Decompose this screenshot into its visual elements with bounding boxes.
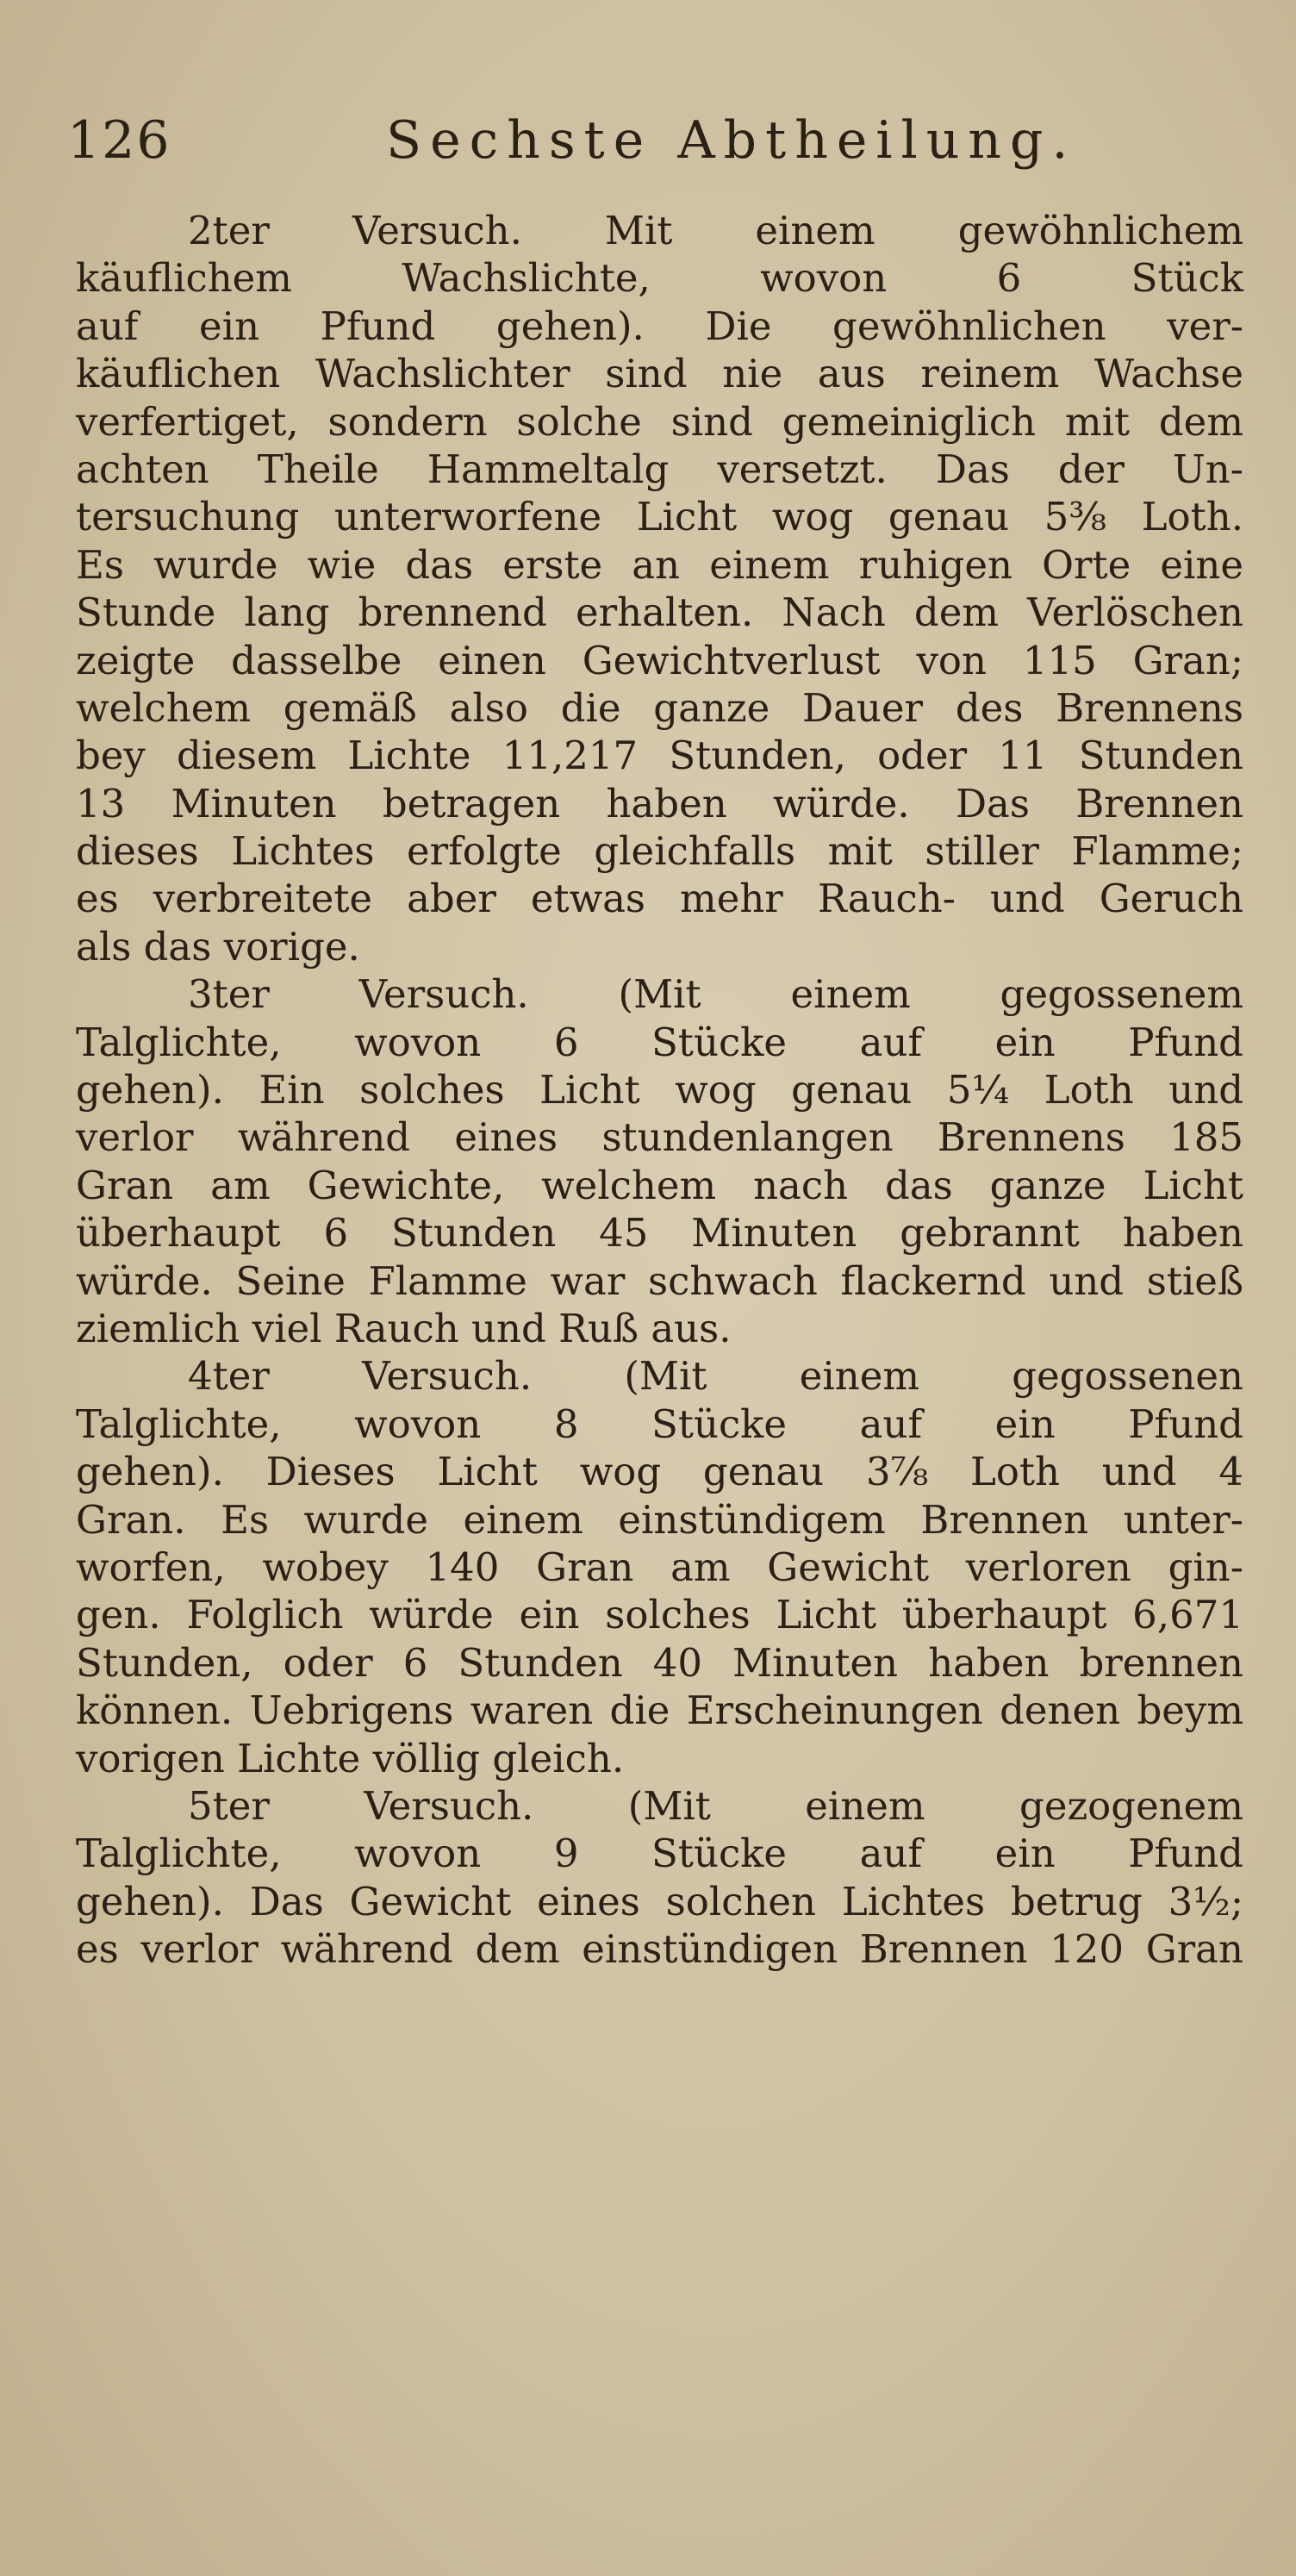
text-line: verfertiget, sondern solche sind gemeiniglich mit dem	[76, 398, 1243, 445]
text-line: Stunden, oder 6 Stunden 40 Minuten haben brennen	[76, 1639, 1243, 1686]
text-line: würde. Seine Flamme war schwach flackernd und stieß	[76, 1257, 1243, 1304]
text-line: können. Uebrigens waren die Erscheinungen denen beym	[76, 1687, 1243, 1734]
text-line: gehen). Dieses Licht wog genau 3⅞ Loth und 4	[76, 1449, 1243, 1495]
text-line: 4ter Versuch. (Mit einem gegossenen	[188, 1353, 1243, 1400]
text-line: käuflichen Wachslichter sind nie aus reinem Wachse	[76, 351, 1243, 397]
text-line: käuflichem Wachslichte, wovon 6 Stück	[76, 255, 1243, 302]
text-line: worfen, wobey 140 Gran am Gewicht verloren gin-	[76, 1544, 1243, 1590]
text-line: Gran am Gewichte, welchem nach das ganze Licht	[76, 1162, 1243, 1208]
text-line: Es wurde wie das erste an einem ruhigen Orte eine	[76, 541, 1243, 588]
text-line: achten Theile Hammeltalg versetzt. Das der Un-	[76, 446, 1243, 492]
text-line: 13 Minuten betragen haben würde. Das Brennen	[76, 780, 1243, 826]
text-line: 2ter Versuch. Mit einem gewöhnlichem	[188, 208, 1243, 253]
text-line: verlor während eines stundenlangen Brennens 185	[76, 1114, 1243, 1161]
text-line: als das vorige.	[76, 923, 360, 970]
text-line: tersuchung unterworfene Licht wog genau 5⅜ Loth.	[76, 494, 1243, 540]
page-header	[67, 110, 1244, 179]
text-line: vorigen Lichte völlig gleich.	[76, 1735, 625, 1781]
text-line: 5ter Versuch. (Mit einem gezogenem	[188, 1782, 1243, 1829]
text-line: Talglichte, wovon 6 Stücke auf ein Pfund	[76, 1019, 1243, 1065]
text-line: auf ein Pfund gehen). Die gewöhnlichen ver-	[76, 303, 1243, 349]
text-line: zeigte dasselbe einen Gewichtverlust von 115 Gran;	[76, 637, 1243, 683]
text-line: Talglichte, wovon 8 Stücke auf ein Pfund	[76, 1400, 1243, 1447]
text-line: bey diesem Lichte 11,217 Stunden, oder 11 Stunden	[76, 733, 1243, 779]
text-line: welchem gemäß also die ganze Dauer des Brennens	[76, 684, 1243, 731]
text-line: es verbreitete aber etwas mehr Rauch- und Geruch	[76, 876, 1243, 922]
text-line: Stunde lang brennend erhalten. Nach dem Verlöschen	[76, 589, 1243, 636]
body-text	[76, 207, 1243, 1973]
text-line: überhaupt 6 Stunden 45 Minuten gebrannt haben	[76, 1210, 1243, 1257]
running-head: Sechste Abtheilung.	[386, 110, 1077, 171]
text-line: Talglichte, wovon 9 Stücke auf ein Pfund	[76, 1831, 1243, 1877]
text-line: gen. Folglich würde ein solches Licht überhaupt 6,671	[76, 1592, 1243, 1638]
text-line: Gran. Es wurde einem einstündigem Brennen unter-	[76, 1496, 1243, 1543]
text-line: es verlor während dem einstündigen Brennen 120 Gran	[76, 1926, 1243, 1973]
text-line: ziemlich viel Rauch und Ruß aus.	[76, 1305, 732, 1351]
text-line: dieses Lichtes erfolgte gleichfalls mit stiller Flamme;	[76, 828, 1243, 875]
text-line: gehen). Das Gewicht eines solchen Lichtes betrug 3½;	[76, 1878, 1243, 1924]
page-number: 126	[67, 110, 171, 171]
text-line: 3ter Versuch. (Mit einem gegossenem	[188, 971, 1243, 1018]
text-line: gehen). Ein solches Licht wog genau 5¼ Loth und	[76, 1067, 1243, 1113]
